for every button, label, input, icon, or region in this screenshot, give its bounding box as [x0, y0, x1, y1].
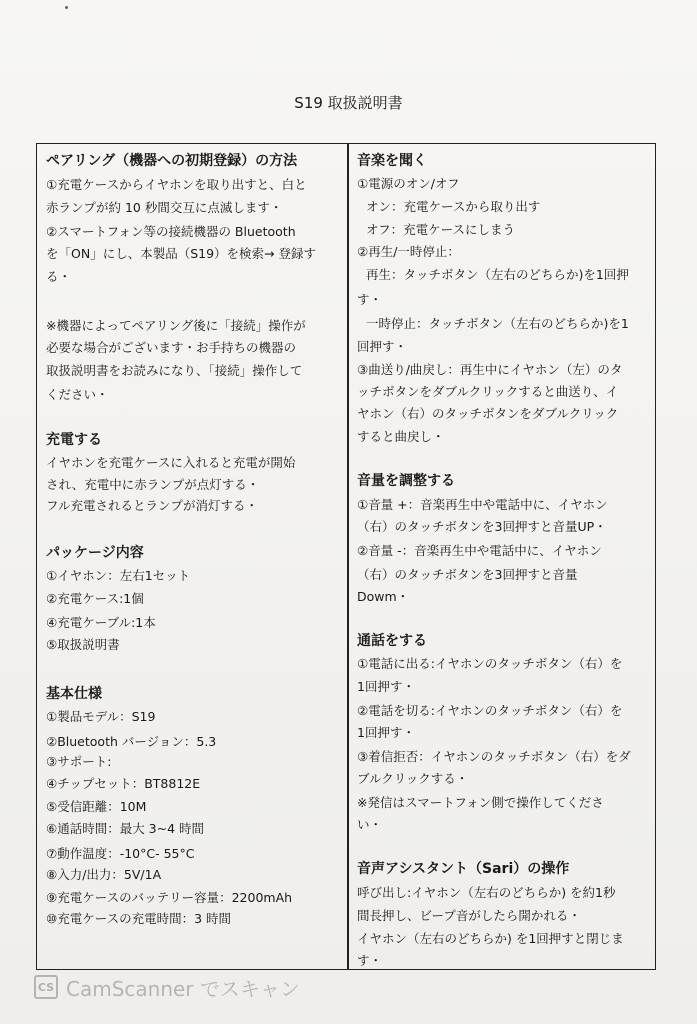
- pairing-line: ①充電ケースからイヤホンを取り出すと、白と: [46, 177, 307, 192]
- spec-item: ⑦動作温度：-10°C- 55°C: [46, 846, 195, 861]
- volume-line: （右）のタッチボタンを3回押すと音量UP・: [357, 519, 607, 534]
- call-line: ブルクリックする・: [357, 771, 469, 786]
- paper-speck: [65, 6, 68, 9]
- music-line: 一時停止：タッチボタン（左右のどちらか)を1: [366, 316, 629, 331]
- package-item: ⑤取扱説明書: [46, 637, 120, 652]
- package-item: ①イヤホン：左右1セット: [46, 568, 191, 583]
- spec-item: ③サポート:: [46, 754, 112, 769]
- charging-line: され、充電中に赤ランプが点灯する・: [46, 477, 260, 492]
- music-line: オン：充電ケースから取り出す: [366, 199, 541, 214]
- column-divider: [347, 143, 349, 970]
- pairing-heading: ペアリング（機器への初期登録）の方法: [46, 153, 298, 169]
- spec-item: ②Bluetooth バージョン：5.3: [46, 734, 217, 749]
- camscanner-watermark-text: CamScanner でスキャン: [66, 976, 300, 1001]
- call-line: 1回押す・: [357, 725, 415, 740]
- call-line: ①電話に出る:イヤホンのタッチボタン（右）を: [357, 656, 623, 671]
- page-title: S19 取扱説明書: [294, 94, 403, 112]
- music-line: ッチボタンをダブルクリックすると曲送り、イ: [357, 384, 619, 399]
- assistant-heading: 音声アシスタント（Sari）の操作: [357, 861, 570, 877]
- camscanner-logo-icon: CS: [34, 975, 58, 999]
- call-line: ※発信はスマートフォン側で操作してくださ: [357, 795, 604, 810]
- music-line: すると曲戻し・: [357, 429, 445, 444]
- call-line: ③着信拒否：イヤホンのタッチボタン（右）をダ: [357, 749, 631, 764]
- spec-item: ⑨充電ケースのバッテリー容量：2200mAh: [46, 890, 293, 905]
- pairing-line: を「ON」にし、本製品（S19）を検索→ 登録す: [46, 246, 316, 261]
- music-line: ヤホン（右）のタッチボタンをダブルクリック: [357, 406, 619, 421]
- music-line: 回押す・: [357, 339, 408, 354]
- charging-line: イヤホンを充電ケースに入れると充電が開始: [46, 455, 296, 470]
- call-line: ②電話を切る:イヤホンのタッチボタン（右）を: [357, 703, 623, 718]
- volume-heading: 音量を調整する: [357, 473, 455, 489]
- assistant-line: イヤホン（左右のどちらか) を1回押すと閉じま: [357, 931, 624, 946]
- package-item: ④充電ケーブル:1本: [46, 615, 156, 630]
- music-line: オフ：充電ケースにしまう: [366, 222, 516, 237]
- volume-line: （右）のタッチボタンを3回押すと音量: [357, 567, 578, 582]
- pairing-line: る・: [46, 269, 72, 284]
- music-line: ①電源のオン/オフ: [357, 176, 460, 191]
- music-line: ②再生/一時停止：: [357, 244, 460, 259]
- spec-item: ⑥通話時間：最大 3~4 時間: [46, 821, 205, 836]
- music-line: ③曲送り/曲戻し：再生中にイヤホン（左）のタ: [357, 362, 623, 377]
- music-line: す・: [357, 292, 383, 307]
- pairing-note-line: 取扱説明書をお読みになり、「接続」操作して: [46, 363, 303, 378]
- music-heading: 音楽を聞く: [357, 153, 427, 169]
- music-line: 再生：タッチボタン（左右のどちらか)を1回押: [366, 267, 629, 282]
- volume-line: Dowm・: [357, 589, 410, 604]
- volume-line: ②音量 -：音楽再生中や電話中に、イヤホン: [357, 543, 602, 558]
- call-line: 1回押す・: [357, 679, 415, 694]
- specs-heading: 基本仕様: [46, 686, 102, 702]
- assistant-line: 呼び出し:イヤホン（左右のどちらか) を約1秒: [357, 885, 616, 900]
- package-item: ②充電ケース:1個: [46, 591, 144, 606]
- spec-item: ①製品モデル：S19: [46, 709, 156, 724]
- spec-item: ④チップセット：BT8812E: [46, 776, 201, 791]
- camscanner-watermark: [34, 975, 300, 999]
- spec-item: ⑧入力/出力：5V/1A: [46, 867, 162, 882]
- charging-heading: 充電する: [46, 432, 102, 448]
- pairing-line: ②スマートフォン等の接続機器の Bluetooth: [46, 224, 296, 239]
- pairing-note-line: 必要な場合がございます・お手持ちの機器の: [46, 340, 297, 355]
- call-heading: 通話をする: [357, 633, 427, 649]
- pairing-note-line: ください・: [46, 387, 109, 402]
- spec-item: ⑤受信距離：10M: [46, 799, 147, 814]
- assistant-line: す・: [357, 953, 383, 968]
- package-heading: パッケージ内容: [46, 545, 144, 561]
- charging-line: フル充電されるとランプが消灯する・: [46, 498, 259, 513]
- pairing-note-line: ※機器によってペアリング後に「接続」操作が: [46, 318, 306, 333]
- call-line: い・: [357, 817, 383, 832]
- pairing-line: 赤ランプが約 10 秒間交互に点滅します・: [46, 200, 283, 215]
- volume-line: ①音量 +：音楽再生中や電話中に、イヤホン: [357, 497, 608, 512]
- spec-item: ⑩充電ケースの充電時間：3 時間: [46, 911, 232, 926]
- assistant-line: 間長押し、ビープ音がしたら開かれる・: [357, 908, 581, 923]
